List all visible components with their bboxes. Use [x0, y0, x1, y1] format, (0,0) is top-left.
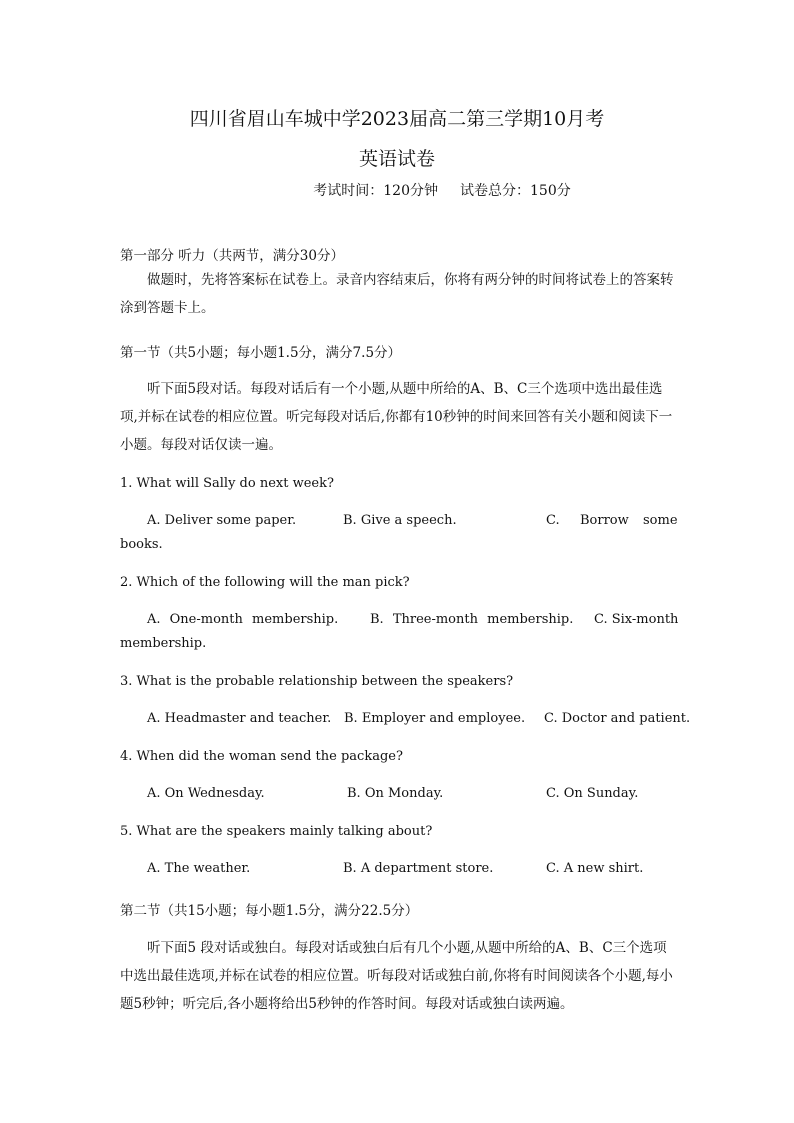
- q1-option-c-word2: some: [643, 513, 678, 528]
- part1-instruction: 做题时，先将答案标在试卷上。录音内容结束后，你将有两分钟的时间将试卷上的答案转涂到答题卡上。: [120, 272, 674, 316]
- section1-instruction: 听下面5段对话。每段对话后有一个小题,从题中所给的A、B、C三个选项中选出最佳选项,并标在试卷的相应位置。听完每段对话后,你都有10秒钟的时间来回答有关小题和阅读下一小题。每段对话仅读一遍。: [120, 381, 673, 453]
- q4-option-b: B. On Monday.: [347, 786, 444, 801]
- part1-heading: 第一部分 听力（共两节，满分30分）: [120, 248, 344, 264]
- q5-option-c: C. A new shirt.: [546, 861, 644, 876]
- question-4: 4. When did the woman send the package?: [120, 749, 403, 764]
- q3-option-b: B. Employer and employee.: [344, 711, 526, 726]
- q2-option-c: C. Six-month: [594, 612, 679, 627]
- q3-option-c: C. Doctor and patient.: [544, 711, 691, 726]
- section2-heading: 第二节（共15小题；每小题1.5分，满分22.5分）: [120, 903, 419, 919]
- q3-option-a: A. Headmaster and teacher.: [147, 711, 332, 726]
- question-5: 5. What are the speakers mainly talking about?: [120, 824, 433, 839]
- q1-option-a: A. Deliver some paper.: [147, 513, 297, 528]
- exam-info: [0, 180, 794, 200]
- q5-option-a: A. The weather.: [147, 861, 251, 876]
- q1-option-c-word1: Borrow: [580, 513, 629, 528]
- section1-heading: 第一节（共5小题；每小题1.5分，满分7.5分）: [120, 345, 402, 361]
- q5-option-b: B. A department store.: [343, 861, 494, 876]
- q1-option-c-continued: books.: [120, 537, 163, 552]
- question-1: 1. What will Sally do next week?: [120, 476, 334, 491]
- exam-time: 考试时间：120分钟: [313, 183, 438, 199]
- question-3: 3. What is the probable relationship between the speakers?: [120, 674, 514, 689]
- question-2: 2. Which of the following will the man pick?: [120, 575, 410, 590]
- q4-option-a: A. On Wednesday.: [147, 786, 265, 801]
- q2-option-a: A. One-month membership.: [147, 612, 339, 627]
- total-score: 试卷总分：150分: [460, 183, 571, 199]
- exam-title: 四川省眉山车城中学2023届高二第三学期10月考: [189, 108, 605, 130]
- q4-option-c: C. On Sunday.: [546, 786, 639, 801]
- exam-subtitle: 英语试卷: [358, 148, 435, 170]
- section2-instruction: 听下面5 段对话或独白。每段对话或独白后有几个小题,从题中所给的A、B、C三个选项中选出最佳选项,并标在试卷的相应位置。听每段对话或独白前,你将有时间阅读各个小题,每小题5秒钟；听完后,各小题将给出5秒钟的作答时间。每段对话或独白读两遍。: [120, 940, 673, 1012]
- q2-option-b: B. Three-month membership.: [370, 612, 574, 627]
- q2-option-c-continued: membership.: [120, 636, 207, 651]
- q1-option-b: B. Give a speech.: [343, 513, 457, 528]
- q1-option-c-letter: C.: [546, 513, 560, 528]
